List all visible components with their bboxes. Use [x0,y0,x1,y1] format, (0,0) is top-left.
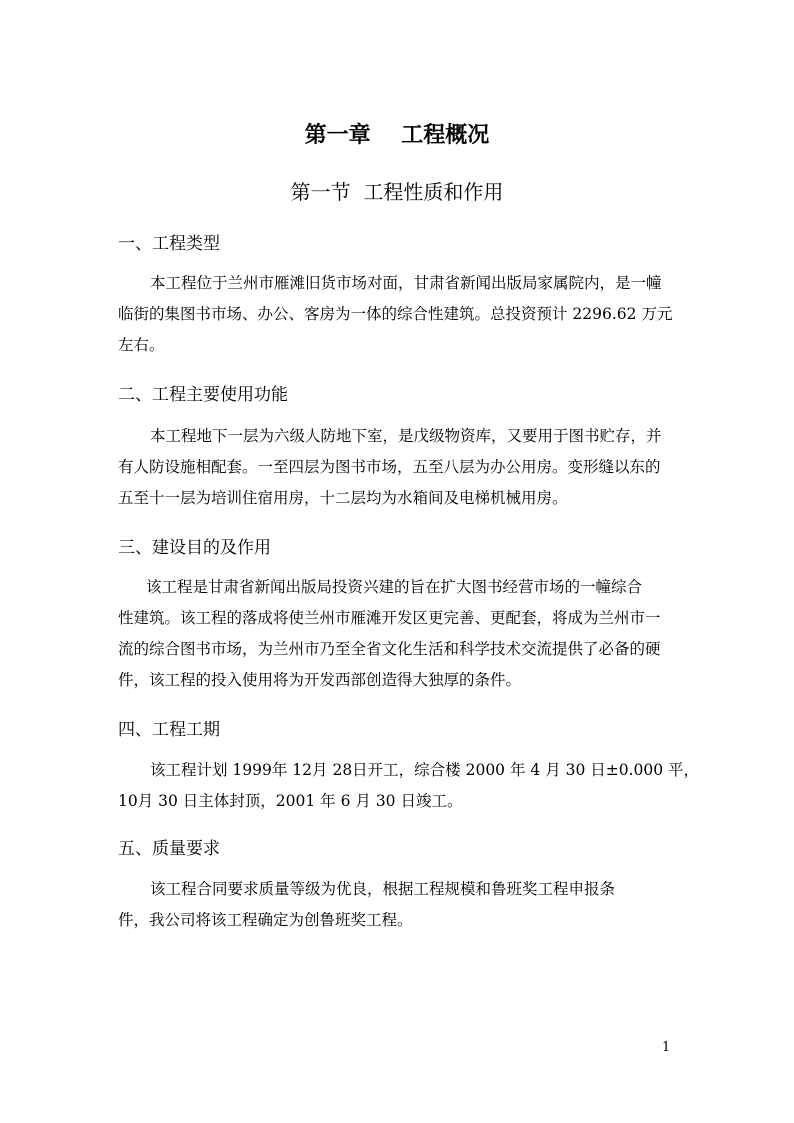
paragraph-quality [118,874,678,936]
paragraph-schedule [118,755,700,817]
paragraph-line: 左右。 [118,336,165,354]
paragraph-line: 流的综合图书市场，为兰州市乃至全省文化生活和科学技术交流提供了必备的硬 [118,640,661,658]
paragraph-line: 本工程位于兰州市雁滩旧货市场对面，甘肃省新闻出版局家属院内，是一幢 [150,274,662,292]
paragraph-line: 五至十一层为培训住宿用房，十二层均为水箱间及电梯机械用房。 [118,489,568,507]
paragraph-line: 本工程地下一层为六级人防地下室，是戊级物资库，又要用于图书贮存，并 [150,427,662,445]
paragraph-line: 该工程是甘肃省新闻出版局投资兴建的旨在扩大图书经营市场的一幢综合 [146,578,643,596]
section-heading-project-type: 一、工程类型 [118,234,220,254]
paragraph-line: 临街的集图书市场、办公、客房为一体的综合性建筑。总投资预计 2296.62 万元 [118,305,673,323]
paragraph-project-type [118,268,678,361]
paragraph-line: 10月 30 日主体封顶，2001 年 6 月 30 日竣工。 [118,792,463,810]
page-number: 1 [662,1040,671,1055]
paragraph-line: 该工程计划 1999年 12月 28日开工，综合楼 2000 年 4 月 30 日±0.000 平， [150,761,700,779]
section-title: 第一节 工程性质和作用 [290,180,504,204]
section-heading-main-functions: 二、工程主要使用功能 [118,385,288,405]
paragraph-line: 件，该工程的投入使用将为开发西部创造得大独厚的条件。 [118,671,522,689]
section-heading-schedule: 四、工程工期 [118,720,220,740]
paragraph-line: 件，我公司将该工程确定为创鲁班奖工程。 [118,911,413,929]
section-heading-purpose: 三、建设目的及作用 [118,538,271,558]
chapter-title: 第一章 工程概况 [304,123,490,148]
paragraph-main-functions [118,421,678,514]
paragraph-line: 该工程合同要求质量等级为优良，根据工程规模和鲁班奖工程申报条 [150,880,616,898]
paragraph-line: 有人防设施相配套。一至四层为图书市场，五至八层为办公用房。变形缝以东的 [118,458,661,476]
section-heading-quality: 五、质量要求 [118,839,220,859]
paragraph-line: 性建筑。该工程的落成将使兰州市雁滩开发区更完善、更配套，将成为兰州市一 [118,609,661,627]
paragraph-purpose [118,572,678,696]
